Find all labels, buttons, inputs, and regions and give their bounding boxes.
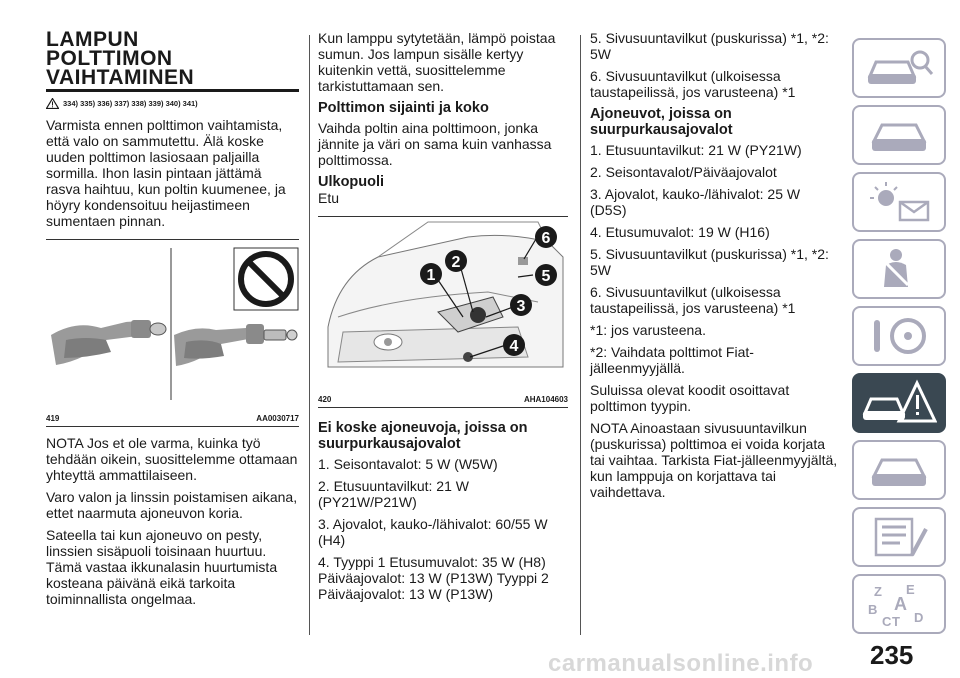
bulb-item-5: 5. Sivusuuntavilkut (puskurissa) *1, *2: 5W	[590, 30, 829, 62]
svg-text:4: 4	[509, 338, 519, 355]
section-title	[46, 30, 299, 92]
index-letters-icon	[864, 580, 934, 628]
column-divider-right	[580, 35, 581, 635]
callout-3	[510, 294, 532, 316]
title-line-1: LAMPUN	[46, 28, 139, 51]
bulb-replacement-paragraph: Vaihda poltin aina polttimoon, jonka jännite ja väri on sama kuin vanhassa polttimossa.	[318, 120, 552, 168]
svg-text:T: T	[892, 614, 900, 628]
warning-references	[46, 98, 299, 109]
non-hid-heading: Ei koske ajoneuvoja, joissa on suurpurkausajovalot	[318, 420, 528, 452]
svg-text:2: 2	[451, 254, 461, 271]
svg-text:A: A	[894, 594, 907, 614]
vehicle-front-illustration	[318, 217, 568, 389]
car-service-icon	[864, 448, 934, 492]
exterior-heading: Ulkopuoli	[318, 174, 385, 190]
column-3	[590, 30, 840, 506]
car-warning-icon	[861, 379, 937, 427]
column-1	[46, 30, 299, 613]
list-icon	[864, 515, 934, 559]
tab-maintenance[interactable]	[852, 440, 946, 500]
figure-420	[318, 216, 568, 408]
tab-safety[interactable]	[852, 239, 946, 299]
title-underline	[46, 89, 299, 92]
car-search-icon	[864, 46, 934, 90]
bulb-item-3: 3. Ajovalot, kauko-/lähivalot: 60/55 W (H4)	[318, 516, 548, 548]
warning-refs-text: 334) 335) 336) 337) 338) 339) 340) 341)	[63, 99, 198, 108]
hid-item-6: 6. Sivusuuntavilkut (ulkoisessa taustapeilissä, jos varusteena) *1	[590, 284, 796, 316]
callout-6	[535, 226, 557, 248]
figure-number: 420	[318, 395, 332, 404]
light-mail-icon	[864, 180, 934, 224]
bulb-item-1: 1. Seisontavalot: 5 W (W5W)	[318, 456, 498, 472]
hid-item-5: 5. Sivusuuntavilkut (puskurissa) *1, *2: 5W	[590, 246, 829, 278]
fogging-paragraph: Sateella tai kun ajoneuvo on pesty, linssien sisäpuoli toisinaan huurtuu. Tämä vastaa ikkunalasin huurtumista kosteana päivänä eikä tarkoita toiminnallista ongelmaa.	[46, 527, 278, 607]
tab-lights-messages[interactable]	[852, 172, 946, 232]
nota-paragraph: NOTA Jos et ole varma, kuinka työ tehdään oikein, suosittelemme ottamaan yhteyttä ammattilaiseen.	[46, 435, 298, 483]
tab-index[interactable]	[852, 574, 946, 634]
bulb-location-heading: Polttimon sijainti ja koko	[318, 100, 489, 116]
tab-car-info[interactable]	[852, 105, 946, 165]
callout-2	[445, 250, 467, 272]
callout-5	[535, 264, 557, 286]
figure-code: AHA104603	[523, 395, 568, 404]
footnote-2: *2: Vaihdata polttimot Fiat-jälleenmyyjällä.	[590, 344, 754, 376]
svg-text:Z: Z	[874, 584, 882, 599]
svg-text:E: E	[906, 582, 915, 597]
figure-number: 419	[46, 414, 60, 423]
nota-side-indicator: NOTA Ainoastaan sivusuuntavilkun (puskurissa) polttimoa ei voida korjata tai vaihtaa. Tarkista Fiat-jälleenmyyjältä, kun lamppuja on korjattava tai vaihdettava.	[590, 420, 838, 500]
hid-item-2: 2. Seisontavalot/Päiväajovalot	[590, 164, 777, 180]
callout-4	[503, 334, 525, 356]
bulb-type-note: Suluissa olevat koodit osoittavat polttimon tyypin.	[590, 382, 790, 414]
car-info-icon	[864, 113, 934, 157]
svg-text:5: 5	[541, 268, 551, 285]
front-label: Etu	[318, 190, 340, 206]
title-line-2: POLTTIMON	[46, 47, 173, 70]
watermark: carmanualsonline.info	[548, 650, 814, 677]
hid-item-4: 4. Etusumuvalot: 19 W (H16)	[590, 224, 770, 240]
chapter-tabs	[852, 38, 948, 641]
page-number: 235	[870, 640, 914, 670]
hid-heading: Ajoneuvot, joissa on suurpurkausajovalot	[590, 106, 733, 138]
seatbelt-icon	[864, 247, 934, 291]
bulb-item-6: 6. Sivusuuntavilkut (ulkoisessa taustapeilissä, jos varusteena) *1	[590, 68, 796, 100]
bulb-item-4: 4. Tyyppi 1 Etusumuvalot: 35 W (H8) Päiväajovalot: 13 W (P13W) Tyyppi 2 Päiväajovalot: 13 W (P13W)	[318, 554, 549, 602]
svg-text:C: C	[882, 614, 892, 628]
tools-wheel-icon	[864, 314, 934, 358]
hid-item-3: 3. Ajovalot, kauko-/lähivalot: 25 W (D5S)	[590, 186, 801, 218]
tab-car-search[interactable]	[852, 38, 946, 98]
column-divider-left	[309, 35, 310, 635]
svg-text:6: 6	[541, 230, 551, 247]
callout-1	[420, 263, 442, 285]
svg-text:D: D	[914, 610, 924, 625]
title-line-3: VAIHTAMINEN	[46, 66, 195, 89]
warning-triangle-icon	[46, 98, 59, 109]
column-2	[318, 30, 568, 608]
svg-text:1: 1	[426, 267, 436, 284]
svg-text:B: B	[868, 602, 878, 617]
tab-driving[interactable]	[852, 306, 946, 366]
figure-419	[46, 239, 299, 427]
tab-specifications[interactable]	[852, 507, 946, 567]
intro-paragraph: Varmista ennen polttimon vaihtamista, että valo on sammutettu. Älä koske uuden polttimon lasiosaan paljailla sormilla. Ihon lasin pintaan jättämä rasva haihtuu, kun poltin kuumenee, ja höyry kondensoituu heijastimeen sumentaen pinnan.	[46, 117, 286, 229]
bulb-handling-illustration	[46, 240, 299, 410]
footnote-1: *1: jos varusteena.	[590, 322, 706, 338]
fog-removal-paragraph: Kun lamppu sytytetään, lämpö poistaa sumun. Jos lampun sisälle kertyy kuitenkin vettä, suosittelemme tarkistuttamaan sen.	[318, 30, 556, 94]
svg-text:3: 3	[516, 298, 526, 315]
figure-code: AA0030717	[256, 414, 299, 423]
tab-emergency[interactable]	[852, 373, 946, 433]
scratch-warning-paragraph: Varo valon ja linssin poistamisen aikana, ettet naarmuta ajoneuvon koria.	[46, 489, 298, 521]
hid-item-1: 1. Etusuuntavilkut: 21 W (PY21W)	[590, 142, 802, 158]
bulb-item-2: 2. Etusuuntavilkut: 21 W (PY21W/P21W)	[318, 478, 469, 510]
